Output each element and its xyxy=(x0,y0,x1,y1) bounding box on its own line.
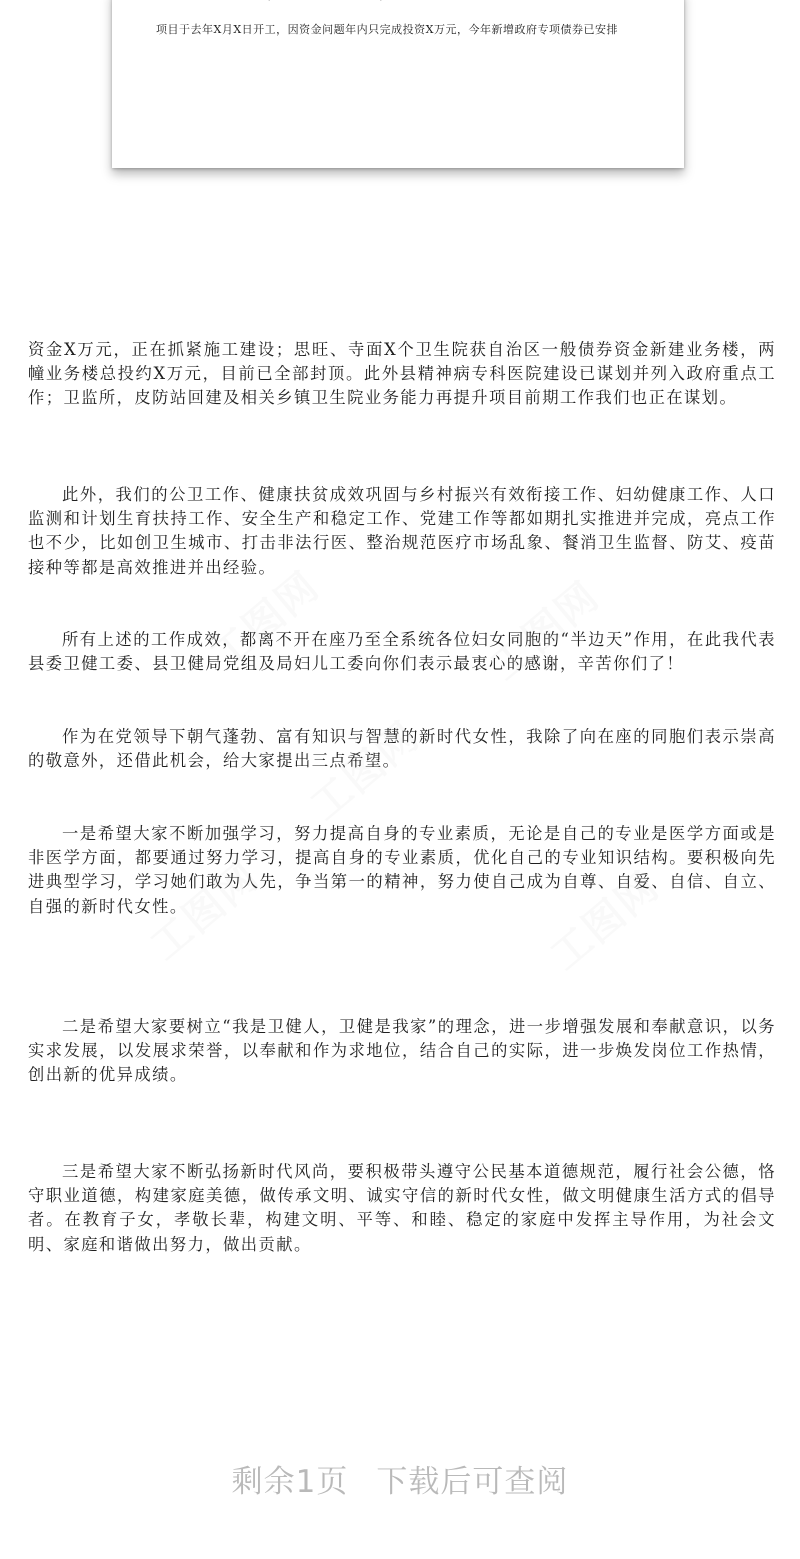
previous-page-line: 项目于去年X月X日开工，因资金问题年内只完成投资X万元，今年新增政府专项债券已安排 xyxy=(156,23,618,36)
remaining-pages-label: 剩余1页 xyxy=(231,1464,349,1500)
watermark: 工图网 xyxy=(482,573,609,690)
paragraph: 一是希望大家不断加强学习，努力提高自身的专业素质，无论是自己的专业是医学方面或是非医学方面，都要通过努力学习，提高自身的专业素质，优化自己的专业知识结构。要积极向先进典型学习，学习她们敢为人先，争当第一的精神，努力使自己成为自尊、自爱、自信、自立、自强的新时代女性。 xyxy=(28,824,776,916)
paragraph: 作为在党领导下朝气蓬勃、富有知识与智慧的新时代女性，我除了向在座的同胞们表示崇高的敬意外，还借此机会，给大家提出三点希望。 xyxy=(28,727,776,771)
watermark: 工图网 xyxy=(302,713,429,830)
document-body xyxy=(28,338,776,1353)
paragraph: 此外，我们的公卫工作、健康扶贫成效巩固与乡村振兴有效衔接工作、妇幼健康工作、人口监测和计划生育扶持工作、安全生产和稳定工作、党建工作等都如期扎实推进并完成，亮点工作也不少，比如创卫生城市、打击非法行医、整治规范医疗市场乱象、餐消卫生监督、防艾、疫苗接种等都是高效推进并出经验。 xyxy=(28,485,776,577)
watermark: 工图网 xyxy=(142,853,269,970)
paragraph: 资金X万元，正在抓紧施工建设；思旺、寺面X个卫生院获自治区一般债券资金新建业务楼，两幢业务楼总投约X万元，目前已全部封顶。此外县精神病专科医院建设已谋划并列入政府重点工作；卫监所，皮防站回建及相关乡镇卫生院业务能力再提升项目前期工作我们也正在谋划。 xyxy=(28,340,776,408)
watermark: 工图网 xyxy=(542,863,669,980)
paragraph: 三是希望大家不断弘扬新时代风尚，要积极带头遵守公民基本道德规范，履行社会公德，恪守职业道德，构建家庭美德，做传承文明、诚实守信的新时代女性，做文明健康生活方式的倡导者。在教育子女，孝敬长辈，构建文明、平等、和睦、稳定的家庭中发挥主导作用，为社会文明、家庭和谐做出努力，做出贡献。 xyxy=(28,1162,776,1254)
remaining-pages-prompt[interactable] xyxy=(0,1456,800,1501)
watermark: 工图网 xyxy=(202,563,329,680)
paragraph: 所有上述的工作成效，都离不开在座乃至全系统各位妇女同胞的“半边天”作用，在此我代表县委卫健工委、县卫健局党组及局妇儿工委向你们表示最衷心的感谢，辛苦你们了！ xyxy=(28,630,776,674)
paragraph: 二是希望大家要树立“我是卫健人，卫健是我家”的理念，进一步增强发展和奉献意识，以务实求发展，以发展求荣誉，以奉献和作为求地位，结合自己的实际，进一步焕发岗位工作热情，创出新的优异成绩。 xyxy=(28,1017,776,1085)
download-to-view-label: 下载后可查阅 xyxy=(376,1464,569,1500)
previous-page-line xyxy=(156,0,648,2)
previous-page-card xyxy=(112,0,684,168)
